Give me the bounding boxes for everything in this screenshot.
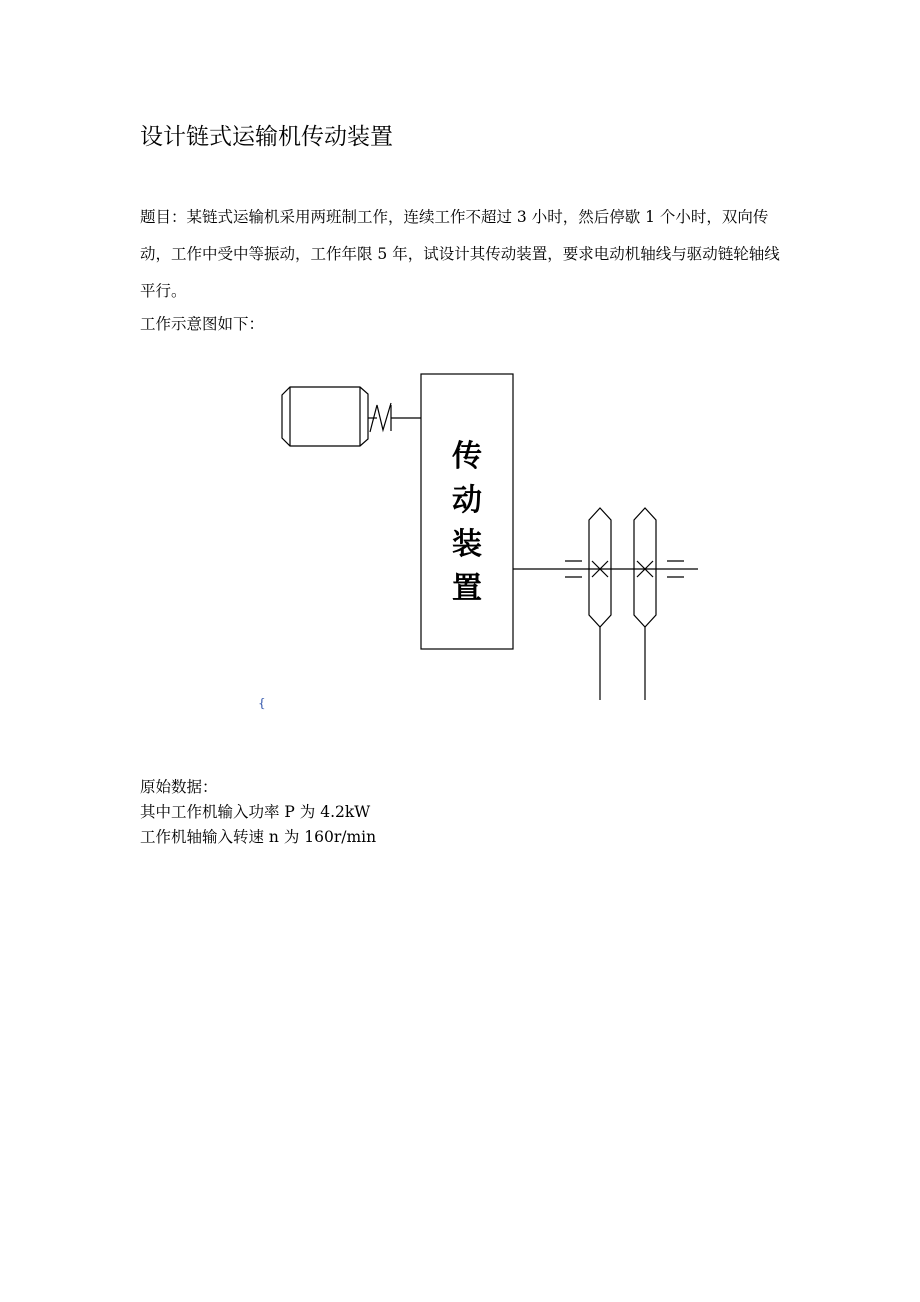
input-power-line: 其中工作机输入功率 P 为 4.2kW <box>140 803 371 821</box>
box-label-char: 动 <box>452 483 482 518</box>
box-label-char: 传 <box>452 439 482 474</box>
box-label-char: 置 <box>452 571 482 606</box>
diagram-intro: 工作示意图如下： <box>140 315 265 333</box>
raw-data-heading: 原始数据： <box>140 778 218 796</box>
coupling-symbol <box>368 403 421 432</box>
stray-bracket-mark: { <box>258 696 266 710</box>
input-speed-line: 工作机轴输入转速 n 为 160r/min <box>140 828 377 846</box>
sprocket-right-symbol <box>634 508 656 700</box>
problem-statement: 题目：某链式运输机采用两班制工作，连续工作不超过 3 小时，然后停歇 1 个小时，双向传动，工作中受中等振动，工作年限 5 年，试设计其传动装置，要求电动机轴线与驱动链轮轴线平行。 <box>140 208 780 300</box>
document-title: 设计链式运输机传动装置 <box>140 124 393 150</box>
motor-symbol <box>282 387 368 446</box>
sprocket-left-symbol <box>589 508 611 700</box>
box-label-char: 装 <box>452 527 482 562</box>
transmission-box-label <box>452 439 482 606</box>
